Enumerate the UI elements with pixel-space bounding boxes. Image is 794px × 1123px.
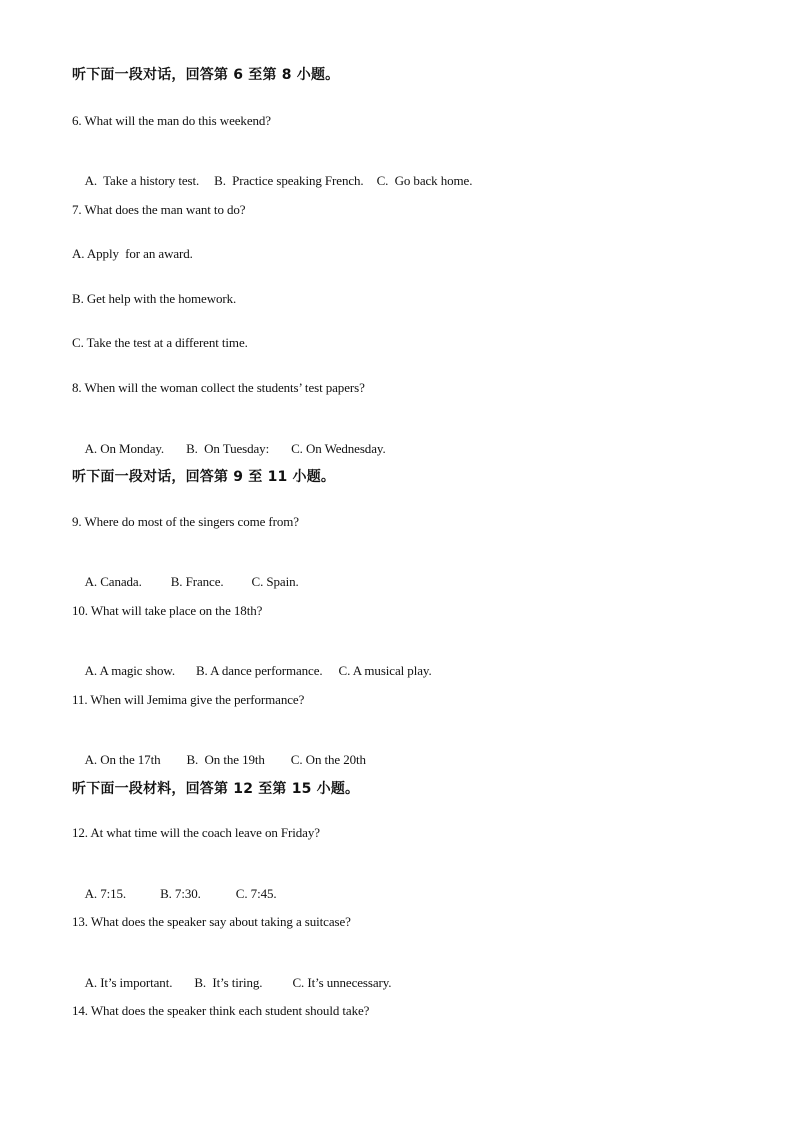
question-stem: 7. What does the man want to do? xyxy=(72,202,246,217)
option-b: B. On Tuesday: xyxy=(186,441,270,456)
option-a: A. Canada. xyxy=(84,574,142,589)
question-stem: 14. What does the speaker think each student should take? xyxy=(72,1003,370,1018)
section-heading: 听下面一段对话，回答第 6 至第 8 小题。 xyxy=(72,67,340,83)
question-stem: 9. Where do most of the singers come from? xyxy=(72,514,299,529)
option-b: B. France. xyxy=(170,574,224,589)
question-stem: 13. What does the speaker say about taking a suitcase? xyxy=(72,914,351,929)
option-c: C. A musical play. xyxy=(338,663,432,678)
option-a: A. It’s important. xyxy=(84,975,173,990)
answer-options-row xyxy=(72,959,391,1007)
answer-options-row xyxy=(72,425,386,473)
option-c: C. It’s unnecessary. xyxy=(292,975,392,990)
option-b: B. A dance performance. xyxy=(195,663,323,678)
section-heading: 听下面一段材料，回答第 12 至第 15 小题。 xyxy=(72,781,360,797)
option-c: C. 7:45. xyxy=(235,886,277,901)
option-b: B. 7:30. xyxy=(160,886,201,901)
option-a: A. Apply for an award. xyxy=(72,246,193,261)
option-a: A. On Monday. xyxy=(84,441,165,456)
option-c: C. Spain. xyxy=(251,574,299,589)
answer-options-row xyxy=(72,870,277,918)
option-b: B. It’s tiring. xyxy=(194,975,263,990)
answer-options-row xyxy=(72,736,366,784)
option-a: A. A magic show. xyxy=(84,663,175,678)
question-stem: 10. What will take place on the 18th? xyxy=(72,603,263,618)
section-heading: 听下面一段对话，回答第 9 至 11 小题。 xyxy=(72,469,336,485)
option-c: C. Go back home. xyxy=(376,173,473,188)
option-b: B. Practice speaking French. xyxy=(214,173,364,188)
answer-options-row xyxy=(72,558,299,606)
option-a: A. Take a history test. xyxy=(84,173,200,188)
option-a: A. On the 17th xyxy=(84,752,161,767)
option-c: C. On Wednesday. xyxy=(291,441,386,456)
question-stem: 12. At what time will the coach leave on Friday? xyxy=(72,825,320,840)
question-stem: 6. What will the man do this weekend? xyxy=(72,113,271,128)
option-c: C. On the 20th xyxy=(290,752,366,767)
option-b: B. On the 19th xyxy=(186,752,265,767)
option-c: C. Take the test at a different time. xyxy=(72,335,248,350)
option-a: A. 7:15. xyxy=(84,886,127,901)
answer-options-row xyxy=(72,647,432,695)
option-b: B. Get help with the homework. xyxy=(72,291,237,306)
question-stem: 11. When will Jemima give the performance? xyxy=(72,692,305,707)
answer-options-row xyxy=(72,157,472,205)
question-stem: 8. When will the woman collect the students’ test papers? xyxy=(72,380,365,395)
